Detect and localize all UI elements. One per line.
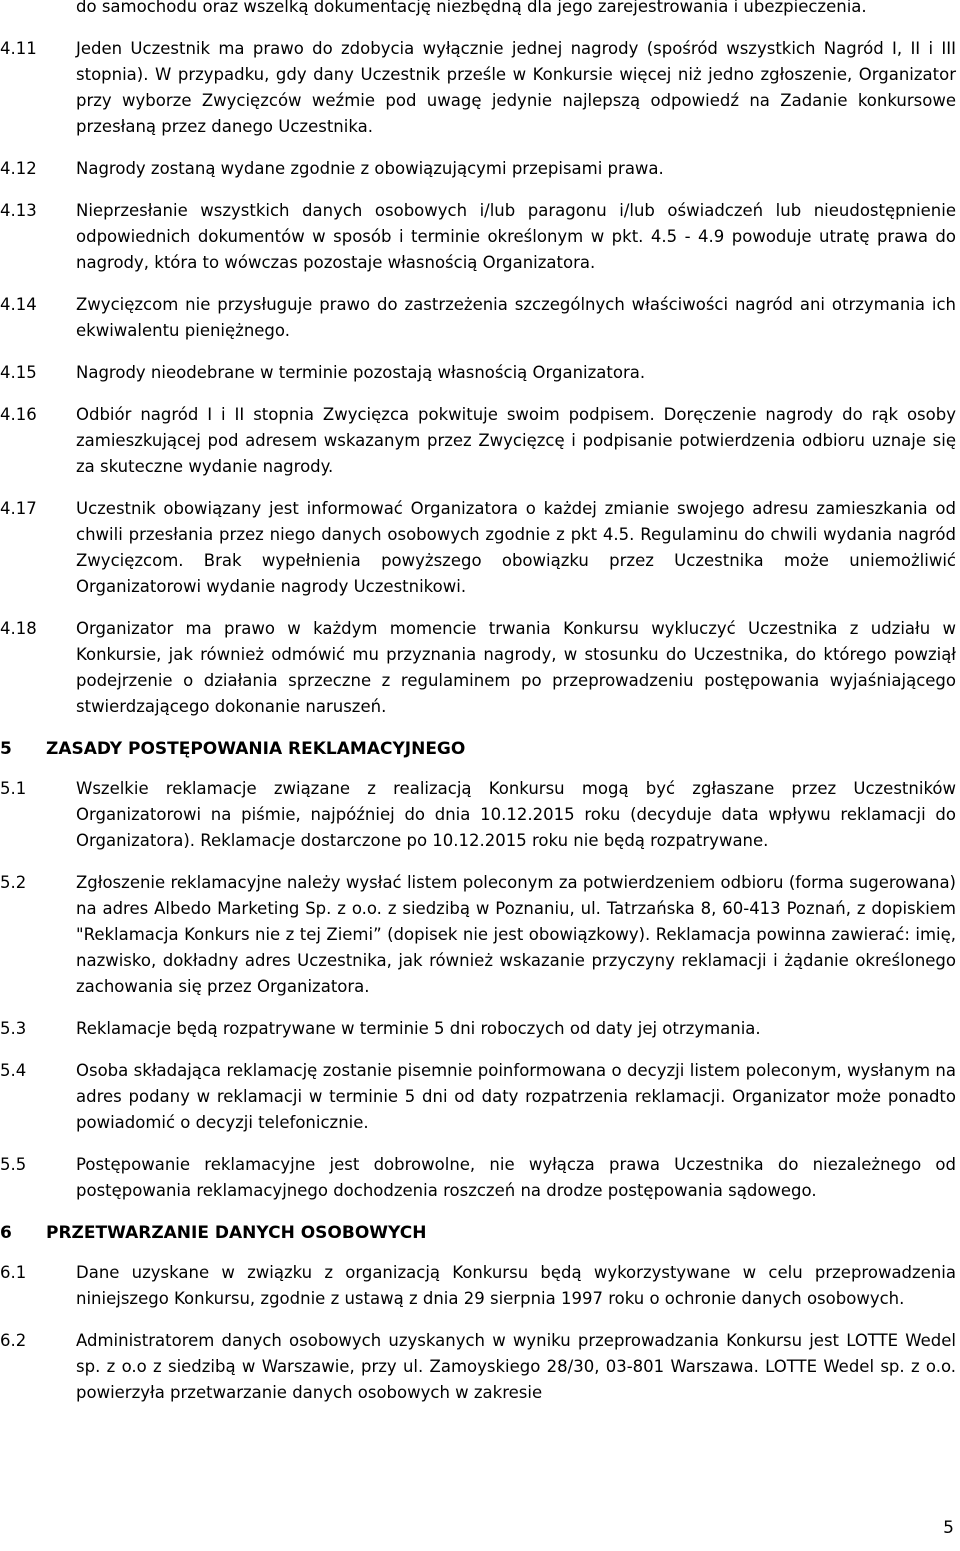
clause-number: 6.1 [0,1263,27,1282]
clause-number: 6.2 [0,1331,27,1350]
clause-text: Wszelkie reklamacje związane z realizacją Konkursu mogą być zgłaszane przez Uczestników Organizatorowi na piśmie, najpóźniej do dnia 10.12.2015 roku (decyduje data wpływu reklamacji do Organizatora). Reklamacje dostarczone po 10.12.2015 roku nie będą rozpatrywane. [76,779,956,850]
clause-number: 4.13 [0,201,37,220]
clause-text: Postępowanie reklamacyjne jest dobrowolne, nie wyłącza prawa Uczestnika do niezależnego od postępowania reklamacyjnego dochodzenia roszczeń na drodze postępowania sądowego. [76,1155,956,1200]
clause-text: Zwycięzcom nie przysługuje prawo do zastrzeżenia szczególnych właściwości nagród ani otrzymania ich ekwiwalentu pieniężnego. [76,295,956,340]
section-heading-6 [0,1220,956,1246]
paragraph-text: do samochodu oraz wszelką dokumentację niezbędną dla jego zarejestrowania i ubezpieczenia. [76,0,867,16]
clause-text: Jeden Uczestnik ma prawo do zdobycia wyłącznie jednej nagrody (spośród wszystkich Nagród I, II i III stopnia). W przypadku, gdy dany Uczestnik prześle w Konkursie więcej niż jedno zgłoszenie, Organizator przy wyborze Zwycięzców weźmie pod uwagę jedynie najlepszą odpowiedź na Zadanie konkursowe przesłaną przez danego Uczestnika. [76,39,956,136]
clause-number: 4.16 [0,405,37,424]
section-number: 6 [0,1223,12,1243]
clause-text: Nagrody zostaną wydane zgodnie z obowiązującymi przepisami prawa. [76,159,664,178]
clause-4-13 [0,198,956,276]
clause-text: Administratorem danych osobowych uzyskanych w wyniku przeprowadzania Konkursu jest LOTTE Wedel sp. z o.o z siedzibą w Warszawie, przy ul. Zamoyskiego 28/30, 03-801 Warszawa. LOTTE Wedel sp. z o.o. powierzyła przetwarzanie danych osobowych w zakresie [76,1331,956,1402]
clause-number: 5.4 [0,1061,27,1080]
clause-text: Nieprzesłanie wszystkich danych osobowych i/lub paragonu i/lub oświadczeń lub nieudostępnienie odpowiednich dokumentów w sposób i terminie określonym w pkt. 4.5 - 4.9 powoduje utratę prawa do nagrody, która to wówczas pozostaje własnością Organizatora. [76,201,956,272]
clause-5-4 [0,1058,956,1136]
clause-text: Organizator ma prawo w każdym momencie trwania Konkursu wykluczyć Uczestnika z udziału w Konkursie, jak również odmówić mu przyznania nagrody, w stosunku do Uczestnika, do którego powziął podejrzenie o działania sprzeczne z regulaminem po przeprowadzeniu postępowania wyjaśniającego stwierdzającego dokonanie naruszeń. [76,619,956,716]
clause-number: 5.2 [0,873,27,892]
clause-text: Odbiór nagród I i II stopnia Zwycięzca pokwituje swoim podpisem. Doręczenie nagrody do rąk osoby zamieszkującej pod adresem wskazanym przez Zwycięzcę i podpisanie potwierdzenia odbioru uznaje się za skuteczne wydanie nagrody. [76,405,956,476]
clause-text: Osoba składająca reklamację zostanie pisemnie poinformowana o decyzji listem poleconym, wysłanym na adres podany w reklamacji w terminie 5 dni od daty rozpatrzenia reklamacji. Organizator może ponadto powiadomić o decyzji telefonicznie. [76,1061,956,1132]
clause-number: 4.18 [0,619,37,638]
intro-continuation [76,0,956,20]
clause-6-2 [0,1328,956,1406]
clause-number: 4.15 [0,363,37,382]
section-title: ZASADY POSTĘPOWANIA REKLAMACYJNEGO [46,739,466,759]
clause-text: Zgłoszenie reklamacyjne należy wysłać listem poleconym za potwierdzeniem odbioru (forma sugerowana) na adres Albedo Marketing Sp. z o.o. z siedzibą w Poznaniu, ul. Tatrzańska 8, 60-413 Poznań, z dopiskiem "Reklamacja Konkurs nie z tej Ziemi” (dopisek nie jest obowiązkowy). Reklamacja powinna zawierać: imię, nazwisko, dokładny adres Uczestnika, jak również wskazanie przyczyny reklamacji i żądanie określonego zachowania się przez Organizatora. [76,873,956,996]
clause-number: 5.5 [0,1155,27,1174]
clause-4-12 [0,156,956,182]
clause-4-18 [0,616,956,720]
clause-5-5 [0,1152,956,1204]
page-number: 5 [943,1518,954,1538]
clause-4-14 [0,292,956,344]
clause-5-2 [0,870,956,1000]
section-title: PRZETWARZANIE DANYCH OSOBOWYCH [46,1223,427,1243]
clause-4-11 [0,36,956,140]
clause-number: 5.3 [0,1019,27,1038]
section-heading-5 [0,736,956,762]
clause-4-16 [0,402,956,480]
clause-text: Uczestnik obowiązany jest informować Organizatora o każdej zmianie swojego adresu zamieszkania od chwili przesłania przez niego danych osobowych zgodnie z pkt 4.5. Regulaminu do chwili wydania nagród Zwycięzcom. Brak wypełnienia powyższego obowiązku przez Uczestnika może uniemożliwić Organizatorowi wydanie nagrody Uczestnikowi. [76,499,956,596]
clause-4-15 [0,360,956,386]
clause-text: Nagrody nieodebrane w terminie pozostają własnością Organizatora. [76,363,646,382]
clause-4-17 [0,496,956,600]
clause-number: 4.17 [0,499,37,518]
clause-text: Reklamacje będą rozpatrywane w terminie 5 dni roboczych od daty jej otrzymania. [76,1019,761,1038]
clause-number: 4.11 [0,39,37,58]
section-number: 5 [0,739,12,759]
clause-number: 4.12 [0,159,37,178]
clause-number: 5.1 [0,779,27,798]
clause-text: Dane uzyskane w związku z organizacją Konkursu będą wykorzystywane w celu przeprowadzenia niniejszego Konkursu, zgodnie z ustawą z dnia 29 sierpnia 1997 roku o ochronie danych osobowych. [76,1263,956,1308]
clause-5-1 [0,776,956,854]
clause-number: 4.14 [0,295,37,314]
clause-5-3 [0,1016,956,1042]
clause-6-1 [0,1260,956,1312]
